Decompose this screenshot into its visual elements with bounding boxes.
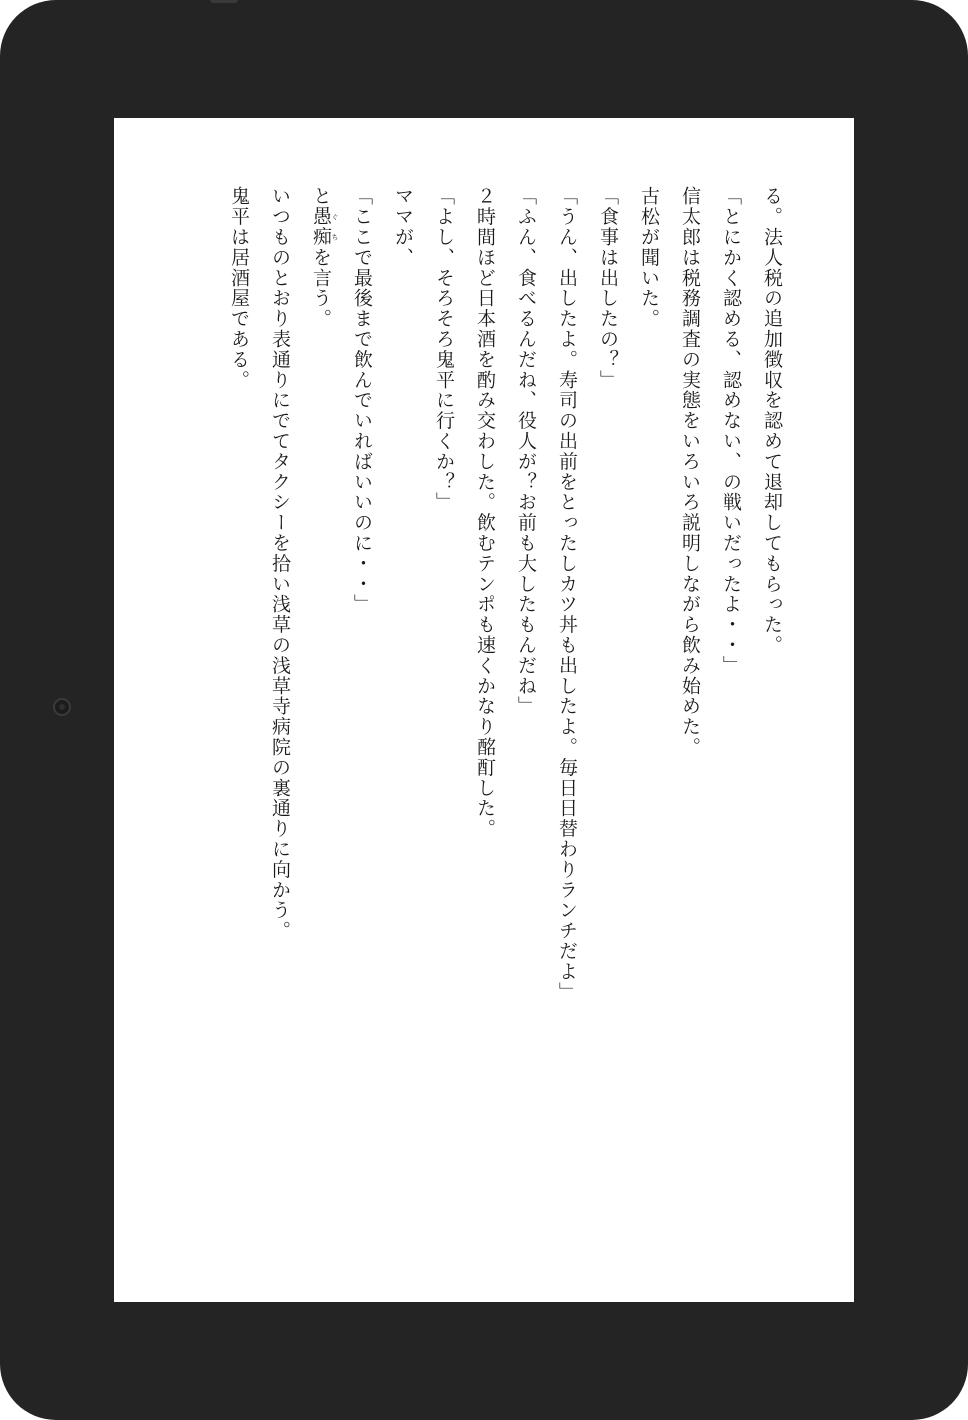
camera-lens: [59, 704, 65, 710]
front-camera-icon: [53, 698, 71, 716]
text-line: 「食事は出したの？」: [597, 186, 619, 390]
page-text: [218, 186, 792, 1266]
text-line: る。法人税の追加徴収を認めて退却してもらった。: [761, 186, 783, 656]
text-line: 古松が聞いた。: [638, 186, 660, 329]
text-line: 「よし、そろそろ鬼平に行くか？」: [433, 186, 455, 513]
text-line: 「うん、出したよ。寿司の出前をとったしカツ丼も出したよ。毎日日替わりランチだよ」: [556, 186, 578, 1002]
text-line: 「とにかく認める、認めない、の戦いだったよ・・」: [720, 186, 742, 676]
reader-screen[interactable]: [114, 118, 854, 1302]
ruby-before: と: [310, 186, 332, 207]
text-line-with-ruby: [300, 186, 341, 1266]
ruby-after: を言う。: [310, 247, 332, 329]
ruby-base: 愚痴: [310, 206, 332, 248]
text-line: 信太郎は税務調査の実態をいろいろ説明しながら飲み始めた。: [679, 186, 701, 758]
text-line: ママが、: [392, 186, 414, 268]
top-speaker: [210, 0, 238, 3]
text-line: いつものとおり表通りにでてタクシーを拾い浅草の浅草寺病院の裏通りに向かう。: [269, 186, 291, 941]
ruby-reading: ぐち: [331, 206, 339, 248]
ruby-word: [310, 206, 339, 248]
text-line: 鬼平は居酒屋である。: [228, 186, 250, 390]
text-line: 「ふん、食べるんだね、役人が？お前も大したもんだね」: [515, 186, 537, 717]
text-line: 「ここで最後まで飲んでいればいいのに・・」: [351, 186, 373, 615]
text-line: ２時間ほど日本酒を酌み交わした。飲むテンポも速くかなり酩酊した。: [474, 186, 496, 839]
